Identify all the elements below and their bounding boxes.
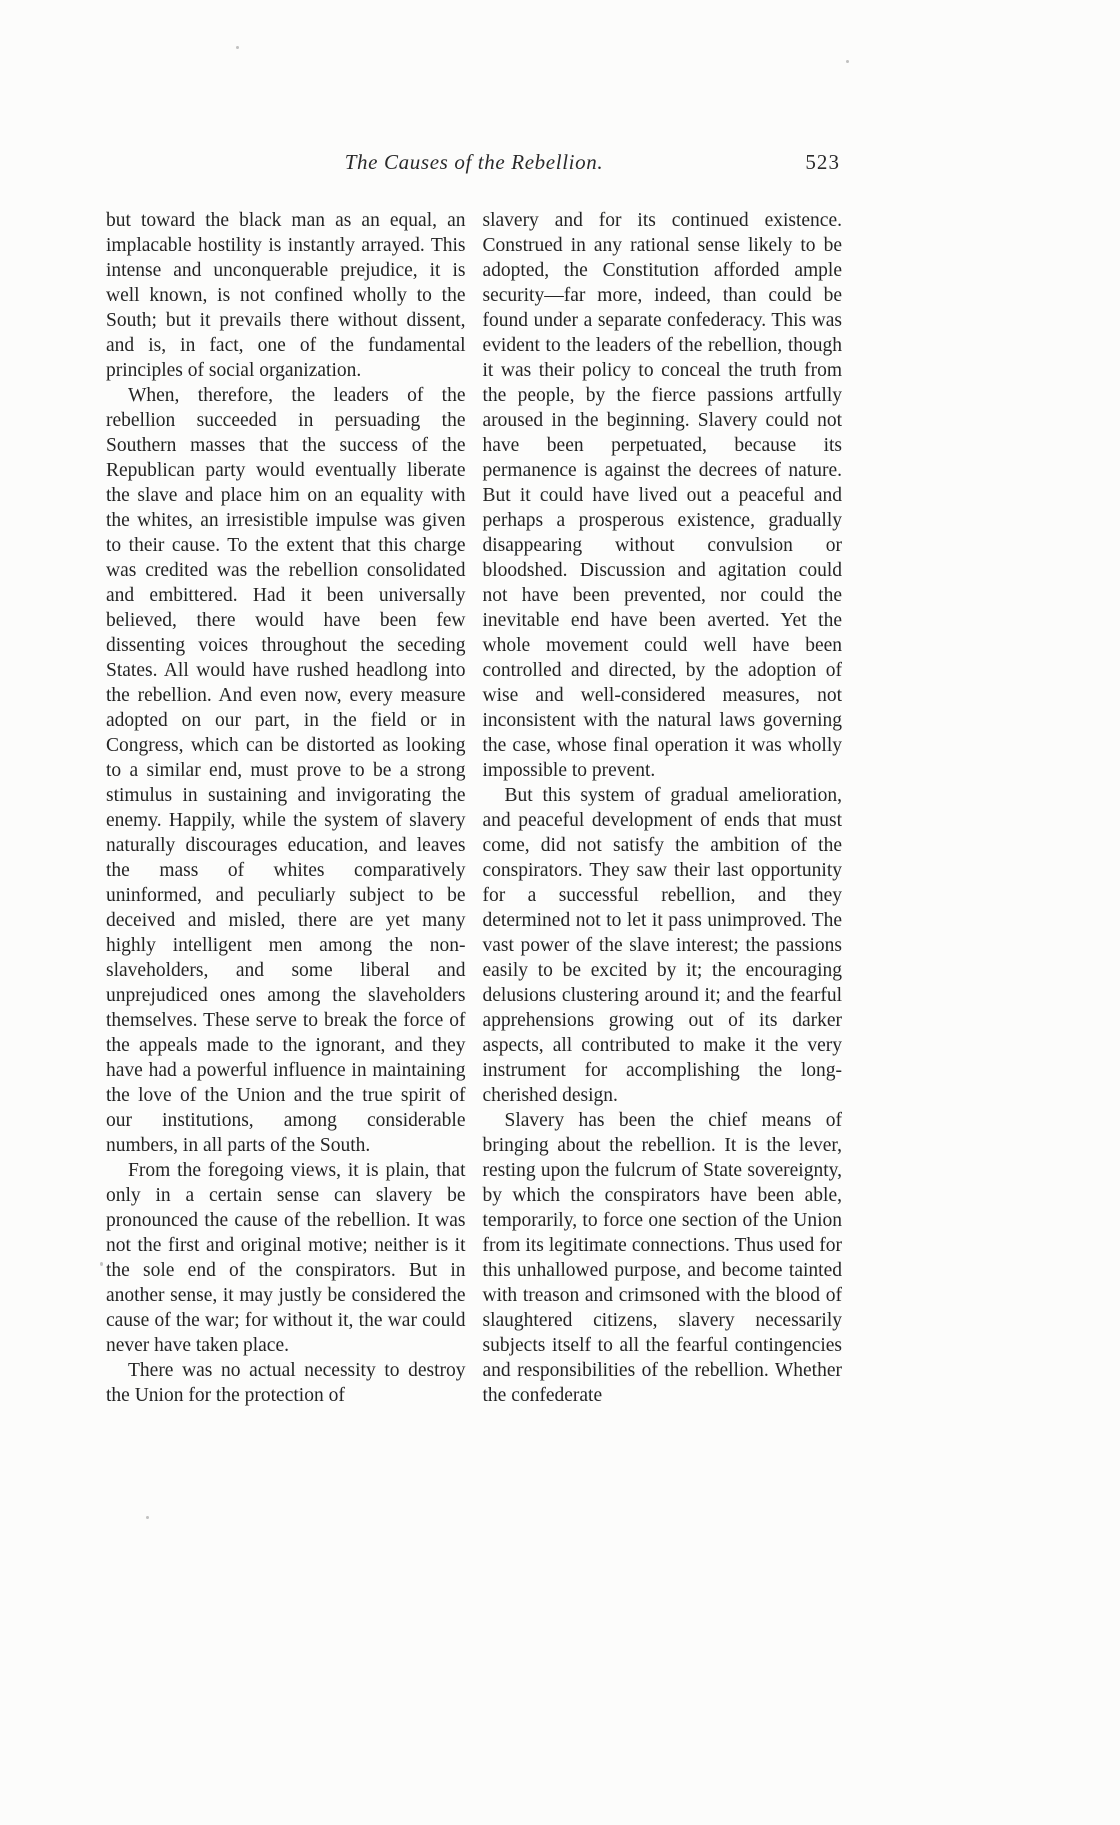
running-head (106, 150, 842, 184)
running-head-title: The Causes of the Rebellion. (344, 150, 604, 174)
text-block (106, 150, 842, 1408)
two-column-layout (106, 208, 842, 1408)
paragraph: There was no actual necessity to destroy the Union for the protection of (106, 1360, 466, 1406)
paragraph: Slavery has been the chief means of bringing about the rebellion. It is the lever, resting upon the fulcrum of State sovereignty, by which the conspirators have been able, temporarily, to force one section of the Union from its legitimate connections. Thus used for this unhallowed purpose, and become tainted with treason and crimsoned with the blood of slaughtered citizens, slavery necessarily subjects itself to all the fearful contingencies and responsibilities of the rebellion. Whether the confederate (482, 1110, 842, 1406)
left-column (106, 208, 466, 1408)
scan-speck (846, 60, 849, 63)
paragraph-continuation: but toward the black man as an equal, an implacable hostility is instantly arrayed. This intense and unconquerable prejudice, it is well known, is not confined wholly to the South; but it prevails there without dissent, and is, in fact, one of the fundamental principles of social organization. (106, 210, 466, 381)
paragraph: From the foregoing views, it is plain, that only in a certain sense can slavery be pronounced the cause of the rebellion. It was not the first and original motive; neither is it the sole end of the conspirators. But in another sense, it may justly be considered the cause of the war; for without it, the war could never have taken place. (106, 1160, 466, 1356)
right-column (483, 208, 843, 1408)
paragraph-continuation: slavery and for its continued existence. Construed in any rational sense likely to be adopted, the Constitution afforded ample security—far more, indeed, than could be found under a separate confederacy. This was evident to the leaders of the rebellion, though it was their policy to conceal the truth from the people, by the fierce passions artfully aroused in the beginning. Slavery could not have been perpetuated, because its permanence is against the decrees of nature. But it could have lived out a peaceful and perhaps a prosperous existence, gradually disappearing without convulsion or bloodshed. Discussion and agitation could not have been prevented, nor could the inevitable end have been averted. Yet the whole movement could well have been controlled and directed, by the adoption of wise and well-considered measures, not inconsistent with the natural laws governing the case, whose final operation it was wholly impossible to prevent. (482, 210, 842, 781)
scan-speck (236, 46, 239, 49)
paragraph: When, therefore, the leaders of the rebellion succeeded in persuading the Southern masses that the success of the Republican party would eventually liberate the slave and place him on an equality with the whites, an irresistible impulse was given to their cause. To the extent that this charge was credited was the rebellion consolidated and embittered. Had it been universally believed, there would have been few dissenting voices throughout the seceding States. All would have rushed headlong into the rebellion. And even now, every measure adopted on our part, in the field or in Congress, which can be distorted as looking to a similar end, must prove to be a strong stimulus in sustaining and invigorating the enemy. Happily, while the system of slavery naturally discourages education, and leaves the mass of whites comparatively uninformed, and peculiarly subject to be deceived and misled, there are yet many highly intelligent men among the non-slaveholders, and some liberal and unprejudiced ones among the slaveholders themselves. These serve to break the force of the appeals made to the ignorant, and they have had a powerful influence in maintaining the love of the Union and the true spirit of our institutions, among considerable numbers, in all parts of the South. (106, 385, 466, 1156)
scan-speck (146, 1516, 149, 1519)
paragraph: But this system of gradual amelioration, and peaceful development of ends that must come, did not satisfy the ambition of the conspirators. They saw their last opportunity for a successful rebellion, and they determined not to let it pass unimproved. The vast power of the slave interest; the passions easily to be excited by it; the encouraging delusions clustering around it; and the fearful apprehensions growing out of its darker aspects, all contributed to make it the very instrument for accomplishing the long-cherished design. (482, 785, 842, 1106)
scan-speck (100, 1262, 103, 1266)
page-number: 523 (805, 150, 840, 174)
